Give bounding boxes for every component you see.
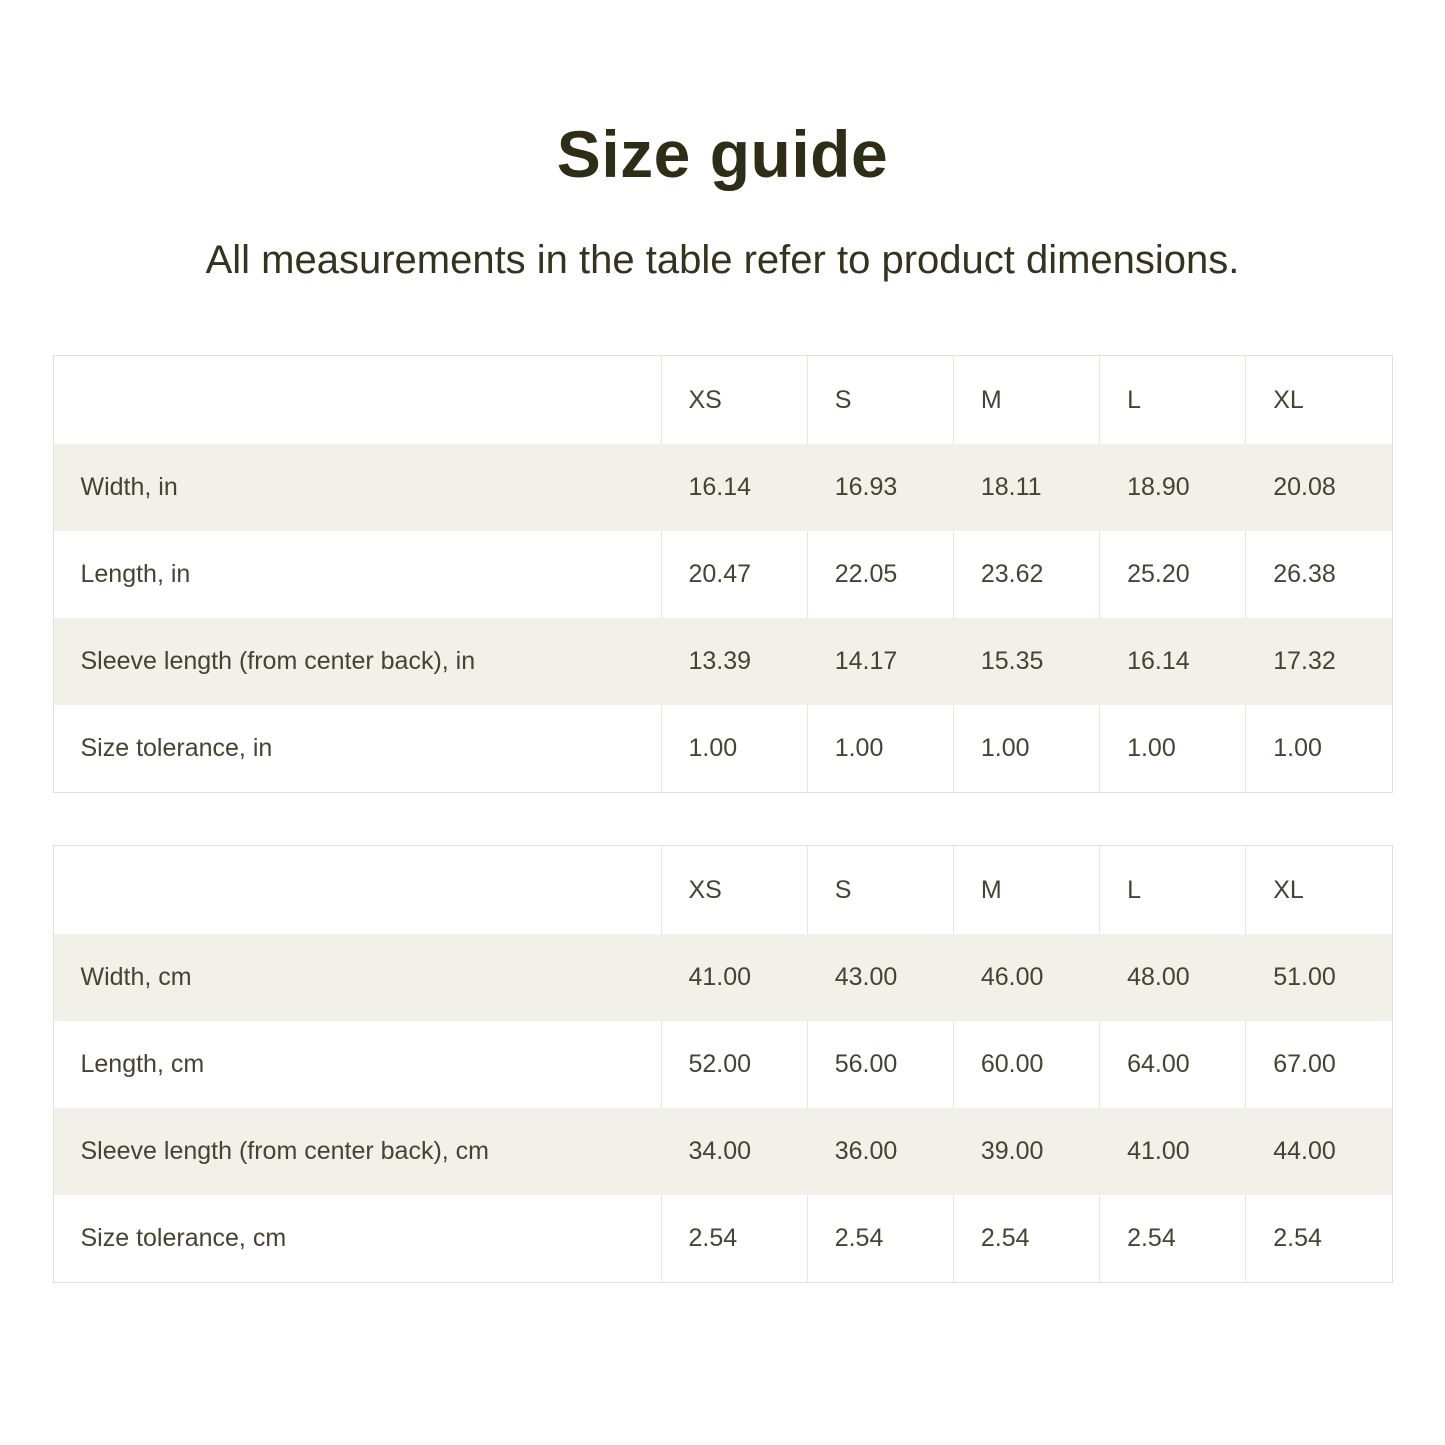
column-header-xs: XS — [661, 356, 807, 444]
cell-value: 56.00 — [807, 1021, 953, 1108]
row-label: Size tolerance, cm — [54, 1195, 661, 1282]
cell-value: 13.39 — [661, 618, 807, 705]
cell-value: 14.17 — [807, 618, 953, 705]
cell-value: 16.14 — [1099, 618, 1245, 705]
cell-value: 2.54 — [661, 1195, 807, 1282]
cell-value: 22.05 — [807, 531, 953, 618]
cell-value: 46.00 — [953, 934, 1099, 1021]
table-row-width-cm — [54, 934, 1392, 1021]
cell-value: 16.14 — [661, 444, 807, 531]
header-row — [54, 846, 1392, 934]
cell-value: 18.90 — [1099, 444, 1245, 531]
cell-value: 60.00 — [953, 1021, 1099, 1108]
size-table-inches — [53, 355, 1393, 793]
table-row-sleeve-cm — [54, 1108, 1392, 1195]
row-label: Size tolerance, in — [54, 705, 661, 792]
row-label: Width, in — [54, 444, 661, 531]
cell-value: 23.62 — [953, 531, 1099, 618]
cell-value: 44.00 — [1245, 1108, 1391, 1195]
cell-value: 34.00 — [661, 1108, 807, 1195]
cell-value: 15.35 — [953, 618, 1099, 705]
cell-value: 43.00 — [807, 934, 953, 1021]
cell-value: 26.38 — [1245, 531, 1391, 618]
column-header-s: S — [807, 356, 953, 444]
cell-value: 67.00 — [1245, 1021, 1391, 1108]
cell-value: 25.20 — [1099, 531, 1245, 618]
column-header-xl: XL — [1245, 356, 1391, 444]
cell-value: 1.00 — [807, 705, 953, 792]
column-header-s: S — [807, 846, 953, 934]
cell-value: 16.93 — [807, 444, 953, 531]
cell-value: 2.54 — [953, 1195, 1099, 1282]
cell-value: 39.00 — [953, 1108, 1099, 1195]
cell-value: 51.00 — [1245, 934, 1391, 1021]
cell-value: 17.32 — [1245, 618, 1391, 705]
cell-value: 41.00 — [1099, 1108, 1245, 1195]
cell-value: 1.00 — [661, 705, 807, 792]
column-header-m: M — [953, 846, 1099, 934]
column-header-l: L — [1099, 846, 1245, 934]
column-header-xl: XL — [1245, 846, 1391, 934]
corner-cell — [54, 846, 661, 934]
cell-value: 2.54 — [807, 1195, 953, 1282]
row-label: Length, cm — [54, 1021, 661, 1108]
cell-value: 48.00 — [1099, 934, 1245, 1021]
table-row-width-in — [54, 444, 1392, 531]
cell-value: 1.00 — [953, 705, 1099, 792]
cell-value: 1.00 — [1099, 705, 1245, 792]
table-row-sleeve-in — [54, 618, 1392, 705]
cell-value: 2.54 — [1099, 1195, 1245, 1282]
corner-cell — [54, 356, 661, 444]
row-label: Width, cm — [54, 934, 661, 1021]
subtitle: All measurements in the table refer to product dimensions. — [205, 238, 1240, 282]
row-label: Sleeve length (from center back), in — [54, 618, 661, 705]
cell-value: 20.47 — [661, 531, 807, 618]
cell-value: 20.08 — [1245, 444, 1391, 531]
cell-value: 2.54 — [1245, 1195, 1391, 1282]
cell-value: 41.00 — [661, 934, 807, 1021]
cell-value: 52.00 — [661, 1021, 807, 1108]
table-row-tolerance-in — [54, 705, 1392, 792]
cell-value: 18.11 — [953, 444, 1099, 531]
size-table-centimeters — [53, 845, 1393, 1283]
column-header-l: L — [1099, 356, 1245, 444]
table-row-length-cm — [54, 1021, 1392, 1108]
page-title: Size guide — [556, 117, 889, 191]
header-row — [54, 356, 1392, 444]
table-row-tolerance-cm — [54, 1195, 1392, 1282]
table-row-length-in — [54, 531, 1392, 618]
row-label: Sleeve length (from center back), cm — [54, 1108, 661, 1195]
column-header-xs: XS — [661, 846, 807, 934]
cell-value: 36.00 — [807, 1108, 953, 1195]
cell-value: 64.00 — [1099, 1021, 1245, 1108]
cell-value: 1.00 — [1245, 705, 1391, 792]
column-header-m: M — [953, 356, 1099, 444]
row-label: Length, in — [54, 531, 661, 618]
